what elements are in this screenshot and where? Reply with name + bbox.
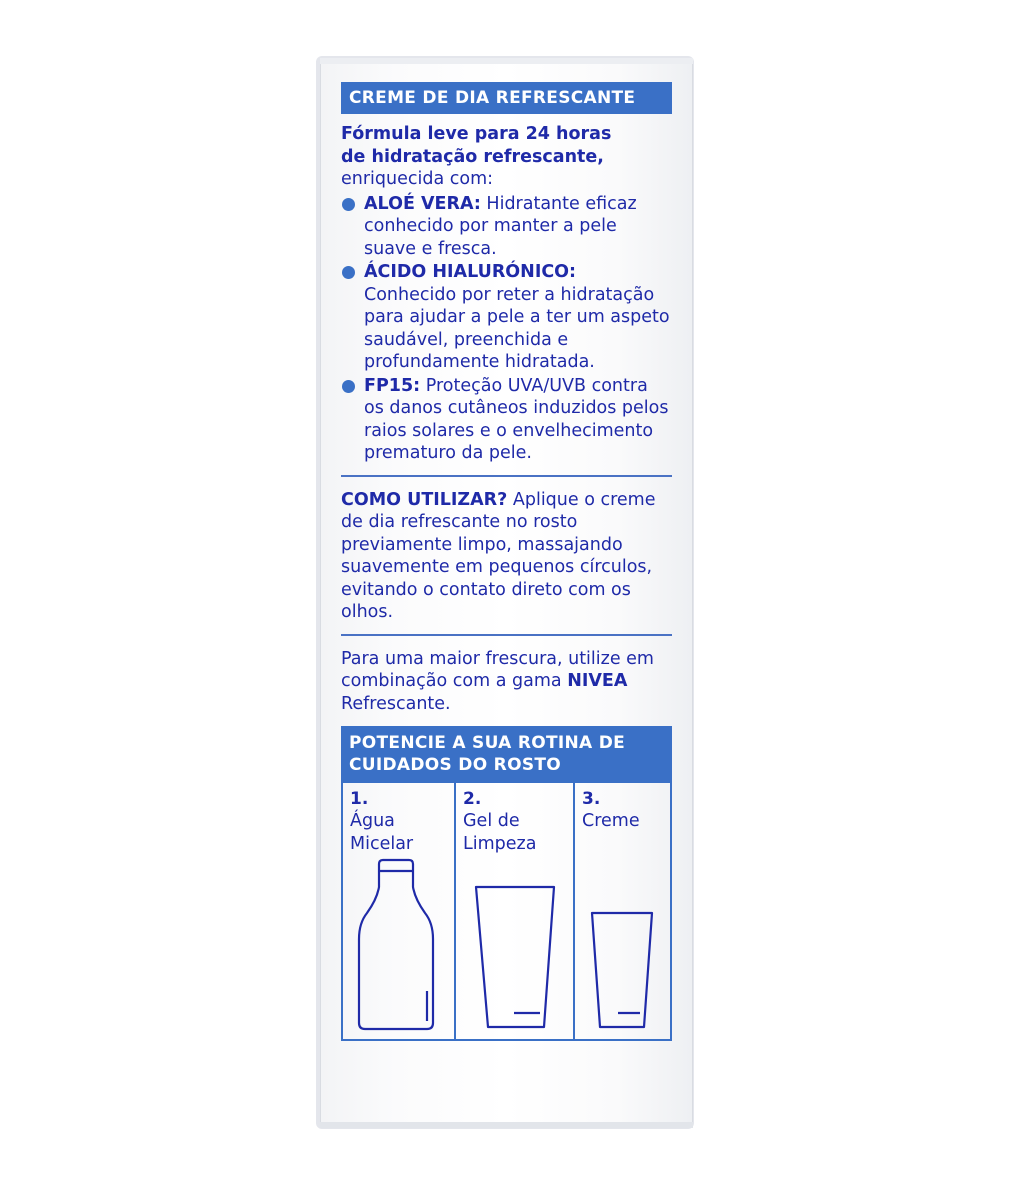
howto-text xyxy=(341,489,672,624)
step-number: 1. xyxy=(350,789,369,809)
routine-steps xyxy=(341,783,672,1041)
routine-title xyxy=(341,726,672,783)
benefit-text: Conhecido por reter a hidratação para ajudar a pele a ter um aspeto saudável, preenchida e profundamente hidratada. xyxy=(364,284,670,372)
benefit-name: ALOÉ VERA: xyxy=(364,193,481,214)
product-title: CREME DE DIA REFRESCANTE xyxy=(341,82,672,114)
small-tube-icon xyxy=(590,911,654,1031)
divider xyxy=(341,475,672,477)
step-label-line1: Gel de xyxy=(463,811,520,831)
tip-text xyxy=(341,648,672,716)
benefit-text: Proteção UVA/UVB contra os danos cutâneos induzidos pelos raios solares e o envelhecimento prematuro da pele. xyxy=(364,375,669,463)
package-bottom-edge xyxy=(320,1122,693,1128)
benefit-name: FP15: xyxy=(364,375,421,396)
divider xyxy=(341,634,672,636)
howto-label: COMO UTILIZAR? xyxy=(341,489,508,510)
tube-icon xyxy=(474,885,558,1033)
intro-text xyxy=(341,123,672,191)
package-top-edge xyxy=(320,58,693,64)
tip-body: Para uma maior frescura, utilize em combinação com a gama xyxy=(341,648,654,691)
list-item xyxy=(341,193,672,261)
step-number: 2. xyxy=(463,789,482,809)
routine-title-line2: CUIDADOS DO ROSTO xyxy=(349,755,562,775)
list-item xyxy=(341,375,672,465)
step-cream xyxy=(573,783,670,1039)
benefits-list xyxy=(341,193,672,465)
step-number: 3. xyxy=(582,789,601,809)
routine-section xyxy=(341,726,672,1041)
list-item xyxy=(341,261,672,374)
step-label-line1: Água xyxy=(350,811,395,831)
step-label-line1: Creme xyxy=(582,811,640,831)
step-label-line2: Limpeza xyxy=(463,833,537,854)
tip-suffix: Refrescante. xyxy=(341,693,451,714)
intro-bold-line1: Fórmula leve para 24 horas xyxy=(341,124,612,144)
brand-name: NIVEA xyxy=(567,671,628,691)
intro-rest: enriquecida com: xyxy=(341,169,494,189)
bullet-icon xyxy=(342,198,355,211)
benefit-name: ÁCIDO HIALURÓNICO: xyxy=(364,262,577,282)
step-cleansing-gel xyxy=(454,783,573,1039)
bullet-icon xyxy=(342,266,355,279)
bullet-icon xyxy=(342,380,355,393)
howto-body: Aplique o creme de dia refrescante no rosto previamente limpo, massajando suavemente em pequenos círculos, evitando o contato direto com os olhos. xyxy=(341,489,656,622)
bottle-icon xyxy=(357,857,435,1033)
intro-bold-line2: de hidratação refrescante, xyxy=(341,146,604,167)
step-label-line2: Micelar xyxy=(350,833,414,854)
benefit-text: Hidratante eficaz conhecido por manter a pele suave e fresca. xyxy=(364,193,637,259)
step-micellar-water xyxy=(343,783,454,1039)
routine-title-line1: POTENCIE A SUA ROTINA DE xyxy=(349,733,626,753)
panel-content xyxy=(341,82,672,1041)
